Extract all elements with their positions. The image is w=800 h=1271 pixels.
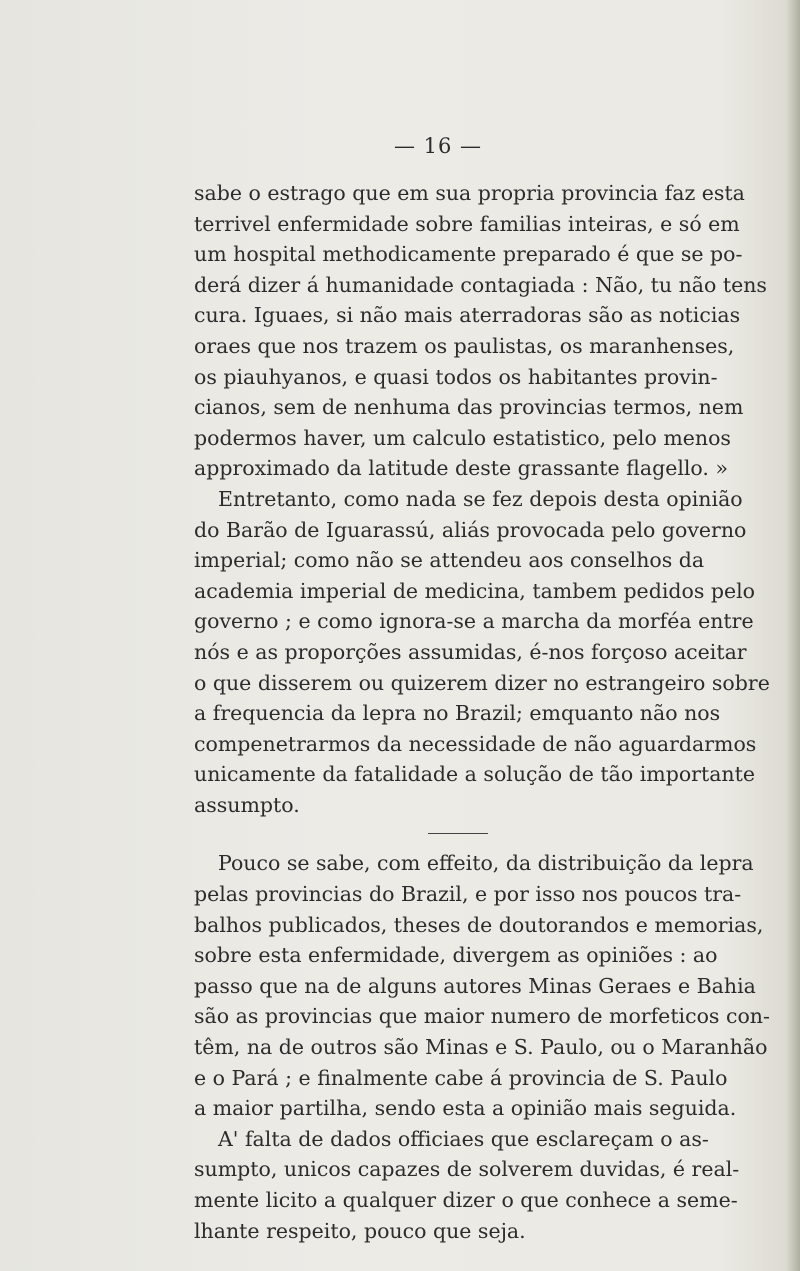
page-edge-shadow (786, 0, 800, 1271)
text-line: approximado da latitude deste grassante flagello. » (194, 456, 728, 481)
page-text (194, 178, 770, 1246)
text-line: passo que na de alguns autores Minas Geraes e Bahia (194, 973, 756, 998)
text-line: os piauhyanos, e quasi todos os habitantes provin- (194, 364, 718, 389)
text-line: têm, na de outros são Minas e S. Paulo, ou o Maranhão (194, 1035, 768, 1060)
section-separator (428, 833, 488, 834)
text-line: a maior partilha, sendo esta a opinião mais seguida. (194, 1096, 737, 1121)
text-line: a frequencia da lepra no Brazil; emquanto não nos (194, 701, 721, 726)
text-line: o que disserem ou quizerem dizer no estrangeiro sobre (194, 670, 770, 695)
text-line: e o Pará ; e finalmente cabe á provincia de S. Paulo (194, 1065, 728, 1090)
text-line: um hospital methodicamente preparado é que se po- (194, 242, 743, 267)
text-line: governo ; e como ignora-se a marcha da morféa entre (194, 609, 754, 634)
text-line: Entretanto, como nada se fez depois desta opinião (218, 486, 743, 511)
text-line: terrivel enfermidade sobre familias inteiras, e só em (194, 211, 740, 236)
text-line: derá dizer á humanidade contagiada : Não, tu não tens (194, 272, 767, 297)
text-line: sobre esta enfermidade, divergem as opiniões : ao (194, 943, 718, 968)
paragraph-entretanto (194, 484, 770, 821)
text-line: Pouco se sabe, com effeito, da distribuição da lepra (218, 851, 754, 876)
text-line: sumpto, unicos capazes de solverem duvidas, é real- (194, 1157, 740, 1182)
paragraph-quote-end (194, 178, 767, 484)
text-line: oraes que nos trazem os paulistas, os maranhenses, (194, 333, 735, 358)
text-line: imperial; como não se attendeu aos conselhos da (194, 548, 705, 573)
text-line: balhos publicados, theses de doutorandos e memorias, (194, 912, 764, 937)
text-line: mente licito a qualquer dizer o que conhece a seme- (194, 1188, 738, 1212)
text-line: nós e as proporções assumidas, é-nos forçoso aceitar (194, 639, 747, 664)
text-line: pelas provincias do Brazil, e por isso nos poucos tra- (194, 882, 742, 907)
text-line: cianos, sem de nenhuma das provincias termos, nem (194, 395, 744, 420)
text-line: assumpto. (194, 792, 300, 817)
text-line: são as provincias que maior numero de morfeticos con- (194, 1004, 770, 1029)
text-line: academia imperial de medicina, tambem pedidos pelo (194, 578, 756, 603)
text-line: A' falta de dados officiaes que esclareçam o as- (218, 1126, 709, 1151)
page-number: — 16 — (393, 134, 483, 158)
text-line: do Barão de Iguarassú, aliás provocada pelo governo (194, 517, 747, 542)
text-line: sabe o estrago que em sua propria provincia faz esta (194, 181, 745, 205)
text-line: podermos haver, um calculo estatistico, pelo menos (194, 425, 731, 450)
text-line: unicamente da fatalidade a solução de tão importante (194, 762, 755, 787)
text-line: compenetrarmos da necessidade de não aguardarmos (194, 731, 757, 756)
text-line: cura. Iguaes, si não mais aterradoras são as noticias (194, 303, 741, 328)
paragraph-falta-de-dados (194, 1124, 740, 1246)
paragraph-pouco-se-sabe (194, 848, 770, 1123)
text-line: lhante respeito, pouco que seja. (194, 1218, 526, 1243)
